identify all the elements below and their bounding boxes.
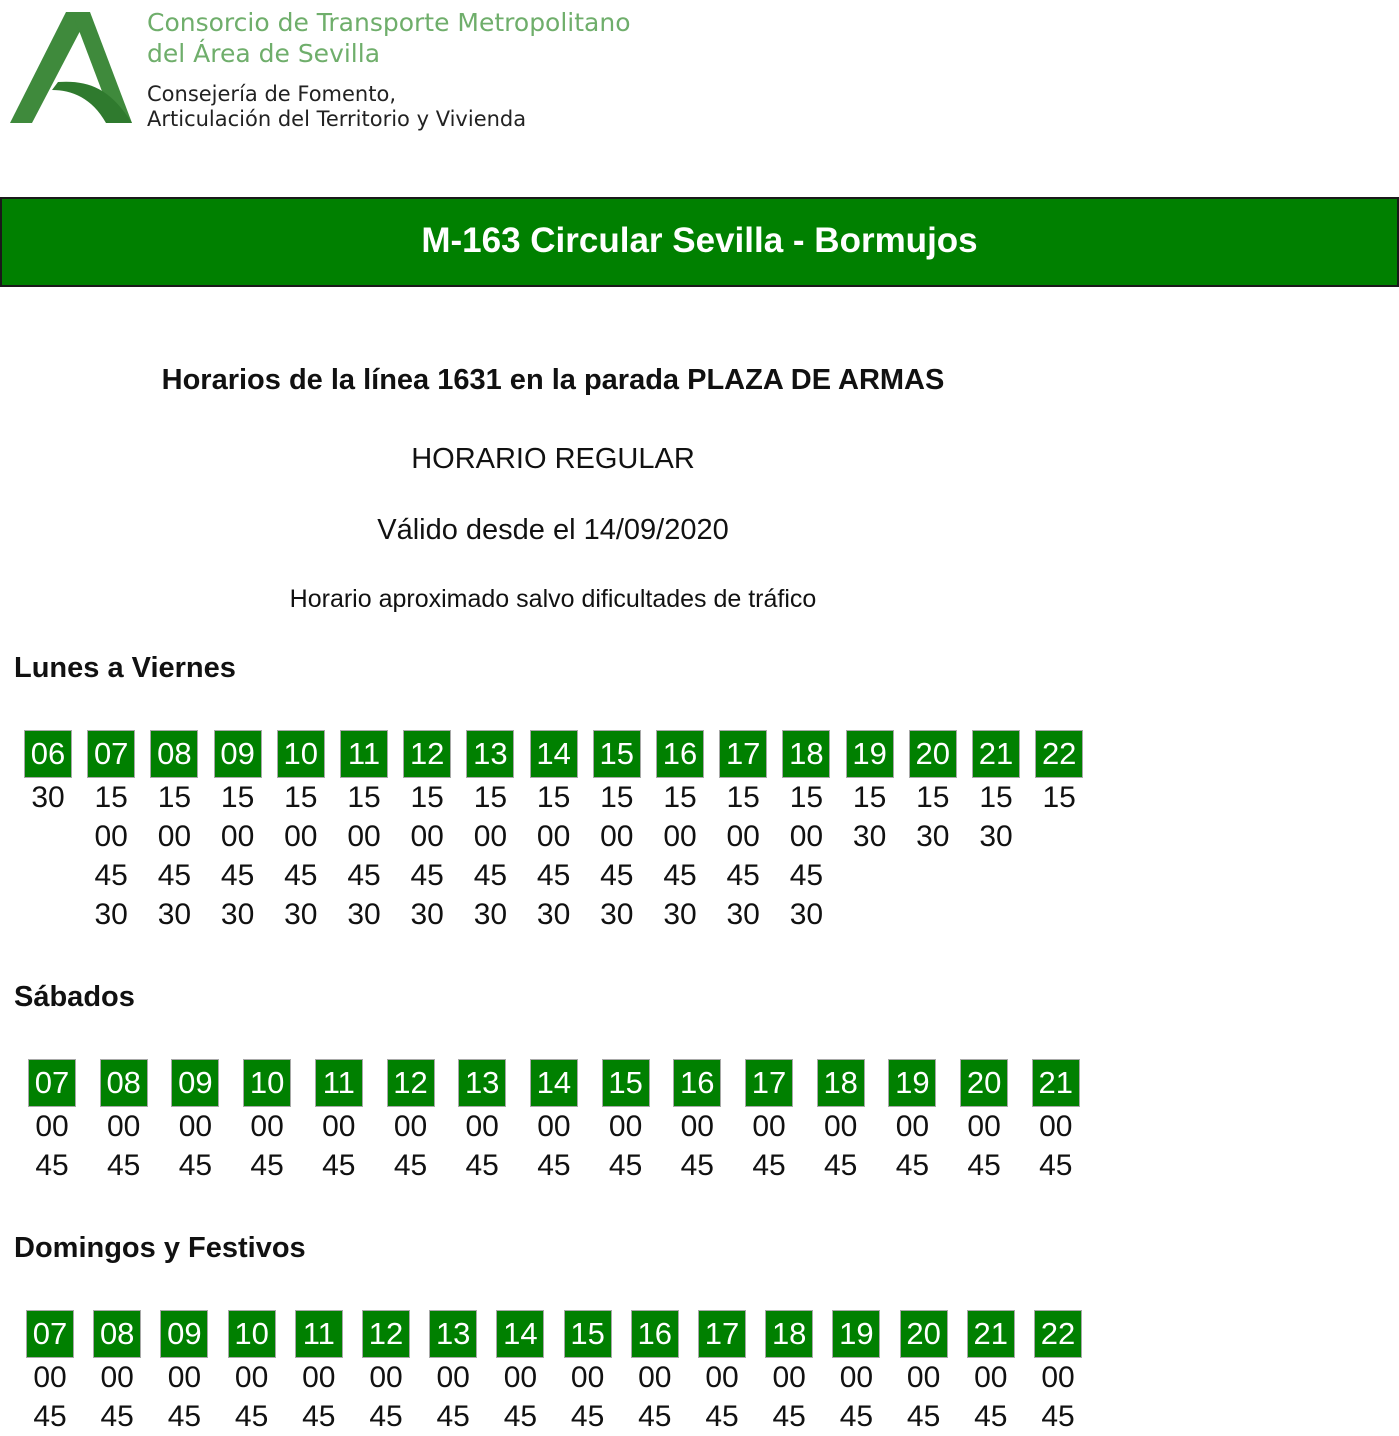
- minute-value: 00: [100, 1361, 134, 1394]
- minute-value: 00: [473, 820, 508, 853]
- hour-box: 18: [782, 730, 830, 778]
- minute-value: 00: [33, 1361, 67, 1394]
- minute-value: 00: [705, 1361, 739, 1394]
- minute-value: 00: [600, 820, 634, 853]
- minute-value: 00: [157, 820, 192, 853]
- valid-from: Válido desde el 14/09/2020: [377, 514, 729, 546]
- hour-column: [387, 1059, 435, 1185]
- hour-column: [340, 730, 388, 934]
- minute-value: 00: [302, 1361, 336, 1394]
- hour-column: [631, 1310, 679, 1436]
- hour-box: 21: [967, 1310, 1015, 1358]
- minute-value: 30: [410, 898, 444, 931]
- hour-column: [832, 1310, 880, 1436]
- hour-box: 13: [429, 1310, 477, 1358]
- minute-value: 45: [167, 1400, 202, 1433]
- hour-box: 08: [100, 1059, 148, 1107]
- minute-value: 30: [347, 898, 381, 931]
- minute-value: 30: [916, 820, 950, 853]
- minute-value: 00: [967, 1110, 1001, 1143]
- minute-value: 45: [967, 1149, 1001, 1182]
- minute-value: 15: [1042, 781, 1076, 814]
- minute-value: 00: [824, 1110, 858, 1143]
- hour-column: [656, 730, 704, 934]
- minute-value: 45: [157, 859, 192, 892]
- route-banner: [0, 197, 1399, 287]
- minute-value: 15: [410, 781, 444, 814]
- minute-value: 45: [178, 1149, 213, 1182]
- hour-column: [466, 730, 514, 934]
- hour-box: 07: [26, 1310, 74, 1358]
- hour-column: [228, 1310, 276, 1436]
- minute-value: 45: [465, 1149, 499, 1182]
- hour-box: 10: [277, 730, 325, 778]
- minute-value: 00: [250, 1110, 284, 1143]
- hour-column: [100, 1059, 148, 1185]
- minute-value: 00: [369, 1361, 403, 1394]
- hour-column: [429, 1310, 477, 1436]
- minute-value: 00: [789, 820, 824, 853]
- minute-value: 00: [94, 820, 128, 853]
- hour-box: 08: [93, 1310, 141, 1358]
- minute-value: 45: [752, 1149, 786, 1182]
- minute-value: 15: [536, 781, 571, 814]
- hour-box: 20: [909, 730, 957, 778]
- hour-column: [967, 1310, 1015, 1436]
- minute-value: 15: [600, 781, 634, 814]
- hour-box: 20: [960, 1059, 1008, 1107]
- hour-box: 08: [150, 730, 198, 778]
- minute-value: 45: [608, 1149, 643, 1182]
- hour-column: [1032, 1059, 1080, 1185]
- hour-column: [87, 730, 135, 934]
- minute-value: 00: [772, 1361, 806, 1394]
- minute-value: 30: [789, 898, 824, 931]
- hour-box: 17: [745, 1059, 793, 1107]
- minute-value: 45: [436, 1400, 470, 1433]
- minute-value: 45: [705, 1400, 739, 1433]
- junta-andalucia-a-logo-icon: [10, 10, 132, 128]
- hour-box: 18: [817, 1059, 865, 1107]
- hour-column: [782, 730, 830, 934]
- hour-box: 15: [564, 1310, 612, 1358]
- minute-value: 30: [94, 898, 128, 931]
- minute-value: 45: [1041, 1400, 1075, 1433]
- minute-value: 45: [680, 1149, 714, 1182]
- hour-box: 09: [171, 1059, 219, 1107]
- hour-box: 19: [888, 1059, 936, 1107]
- hour-box: 17: [698, 1310, 746, 1358]
- minute-value: 15: [94, 781, 128, 814]
- hour-column: [593, 730, 641, 934]
- hour-box: 21: [1032, 1059, 1080, 1107]
- minute-value: 30: [726, 898, 760, 931]
- hour-column: [888, 1059, 936, 1185]
- hour-column: [530, 1059, 578, 1185]
- minute-value: 15: [473, 781, 508, 814]
- minute-value: 00: [1041, 1361, 1075, 1394]
- minute-value: 45: [322, 1149, 356, 1182]
- hour-column: [846, 730, 894, 856]
- minute-value: 45: [726, 859, 760, 892]
- hour-box: 06: [24, 730, 72, 778]
- minute-value: 15: [852, 781, 887, 814]
- hour-box: 15: [602, 1059, 650, 1107]
- hour-column: [24, 730, 72, 817]
- hour-column: [403, 730, 451, 934]
- minute-value: 15: [284, 781, 318, 814]
- minute-value: 45: [284, 859, 318, 892]
- hour-column: [602, 1059, 650, 1185]
- minute-value: 15: [916, 781, 950, 814]
- minute-value: 00: [167, 1361, 202, 1394]
- minute-value: 15: [157, 781, 192, 814]
- minute-value: 45: [473, 859, 508, 892]
- minute-value: 30: [31, 781, 65, 814]
- hour-column: [362, 1310, 410, 1436]
- hour-column: [817, 1059, 865, 1185]
- minute-value: 00: [410, 820, 444, 853]
- hour-box: 20: [900, 1310, 948, 1358]
- hour-column: [26, 1310, 74, 1436]
- minute-value: 30: [979, 820, 1013, 853]
- hour-column: [496, 1310, 544, 1436]
- hour-box: 11: [295, 1310, 343, 1358]
- hour-box: 18: [765, 1310, 813, 1358]
- hour-column: [719, 730, 767, 934]
- hour-column: [277, 730, 325, 934]
- minute-value: 45: [33, 1400, 67, 1433]
- minute-value: 45: [536, 859, 571, 892]
- minute-value: 30: [852, 820, 887, 853]
- minute-value: 45: [100, 1400, 134, 1433]
- minute-value: 00: [906, 1361, 941, 1394]
- hour-box: 09: [214, 730, 262, 778]
- section-title: Domingos y Festivos: [14, 1232, 306, 1264]
- hour-column: [745, 1059, 793, 1185]
- hour-box: 22: [1035, 730, 1083, 778]
- minute-value: 45: [234, 1400, 269, 1433]
- minute-value: 00: [839, 1361, 874, 1394]
- minute-value: 00: [220, 820, 255, 853]
- dept-name-line2: Articulación del Territorio y Vivienda: [147, 107, 527, 131]
- minute-value: 45: [107, 1149, 141, 1182]
- hour-box: 07: [87, 730, 135, 778]
- minute-value: 45: [906, 1400, 941, 1433]
- minute-value: 30: [157, 898, 192, 931]
- hour-column: [295, 1310, 343, 1436]
- minute-value: 00: [608, 1110, 643, 1143]
- minute-value: 00: [436, 1361, 470, 1394]
- hour-column: [93, 1310, 141, 1436]
- hour-box: 12: [362, 1310, 410, 1358]
- hour-column: [960, 1059, 1008, 1185]
- minute-value: 00: [1039, 1110, 1073, 1143]
- minute-value: 45: [220, 859, 255, 892]
- minute-value: 45: [537, 1149, 571, 1182]
- minute-value: 15: [979, 781, 1013, 814]
- minute-value: 00: [680, 1110, 714, 1143]
- minute-value: 15: [347, 781, 381, 814]
- minute-value: 15: [220, 781, 255, 814]
- dept-name-line1: Consejería de Fomento,: [147, 82, 396, 106]
- hour-column: [673, 1059, 721, 1185]
- hour-column: [564, 1310, 612, 1436]
- minute-value: 15: [789, 781, 824, 814]
- hour-box: 12: [403, 730, 451, 778]
- hour-box: 13: [458, 1059, 506, 1107]
- hour-column: [28, 1059, 76, 1185]
- hour-box: 14: [530, 730, 578, 778]
- minute-value: 00: [107, 1110, 141, 1143]
- minute-value: 30: [536, 898, 571, 931]
- minute-value: 00: [895, 1110, 930, 1143]
- minute-value: 00: [570, 1361, 605, 1394]
- minute-value: 45: [570, 1400, 605, 1433]
- minute-value: 00: [752, 1110, 786, 1143]
- hour-box: 22: [1034, 1310, 1082, 1358]
- minute-value: 00: [638, 1361, 672, 1394]
- minute-value: 00: [537, 1110, 571, 1143]
- hour-box: 16: [656, 730, 704, 778]
- route-title: M-163 Circular Sevilla - Bormujos: [421, 221, 978, 260]
- hour-column: [214, 730, 262, 934]
- hour-column: [243, 1059, 291, 1185]
- minute-value: 00: [663, 820, 697, 853]
- minute-value: 00: [536, 820, 571, 853]
- traffic-note: Horario aproximado salvo dificultades de tráfico: [289, 585, 817, 613]
- hour-column: [909, 730, 957, 856]
- hour-column: [160, 1310, 208, 1436]
- org-name-line2: del Área de Sevilla: [147, 39, 381, 68]
- stop-subtitle: Horarios de la línea 1631 en la parada PLAZA DE ARMAS: [161, 364, 945, 396]
- minute-value: 45: [347, 859, 381, 892]
- minute-value: 30: [220, 898, 255, 931]
- minute-value: 00: [347, 820, 381, 853]
- minute-value: 00: [35, 1110, 69, 1143]
- minute-value: 45: [789, 859, 824, 892]
- minute-value: 45: [250, 1149, 284, 1182]
- minute-value: 00: [465, 1110, 499, 1143]
- minute-value: 45: [895, 1149, 930, 1182]
- hour-column: [171, 1059, 219, 1185]
- hour-box: 10: [243, 1059, 291, 1107]
- hour-box: 09: [160, 1310, 208, 1358]
- minute-value: 45: [600, 859, 634, 892]
- minute-value: 45: [302, 1400, 336, 1433]
- hour-column: [315, 1059, 363, 1185]
- minute-value: 45: [503, 1400, 538, 1433]
- hour-column: [900, 1310, 948, 1436]
- hour-box: 12: [387, 1059, 435, 1107]
- minute-value: 45: [638, 1400, 672, 1433]
- minute-value: 30: [663, 898, 697, 931]
- minute-value: 45: [1039, 1149, 1073, 1182]
- minute-value: 15: [726, 781, 760, 814]
- hour-box: 16: [631, 1310, 679, 1358]
- minute-value: 45: [824, 1149, 858, 1182]
- minute-value: 00: [726, 820, 760, 853]
- schedule-type: HORARIO REGULAR: [411, 443, 695, 475]
- hour-column: [458, 1059, 506, 1185]
- minute-value: 00: [234, 1361, 269, 1394]
- section-title: Lunes a Viernes: [14, 652, 236, 684]
- minute-value: 00: [393, 1110, 428, 1143]
- hour-box: 13: [466, 730, 514, 778]
- minute-value: 30: [284, 898, 318, 931]
- hour-box: 14: [530, 1059, 578, 1107]
- hour-column: [972, 730, 1020, 856]
- hour-column: [1034, 1310, 1082, 1436]
- hour-column: [530, 730, 578, 934]
- minute-value: 00: [322, 1110, 356, 1143]
- hour-box: 19: [832, 1310, 880, 1358]
- minute-value: 45: [974, 1400, 1008, 1433]
- org-name-line1: Consorcio de Transporte Metropolitano: [147, 8, 631, 37]
- minute-value: 45: [410, 859, 444, 892]
- hour-box: 19: [846, 730, 894, 778]
- minute-value: 45: [393, 1149, 428, 1182]
- hour-column: [1035, 730, 1083, 817]
- hour-column: [150, 730, 198, 934]
- minute-value: 00: [974, 1361, 1008, 1394]
- hour-box: 21: [972, 730, 1020, 778]
- minute-value: 00: [503, 1361, 538, 1394]
- hour-box: 16: [673, 1059, 721, 1107]
- minute-value: 00: [178, 1110, 213, 1143]
- hour-box: 11: [340, 730, 388, 778]
- minute-value: 45: [839, 1400, 874, 1433]
- hour-box: 17: [719, 730, 767, 778]
- minute-value: 45: [94, 859, 128, 892]
- minute-value: 45: [663, 859, 697, 892]
- section-title: Sábados: [14, 981, 135, 1013]
- minute-value: 45: [772, 1400, 806, 1433]
- minute-value: 15: [663, 781, 697, 814]
- hour-column: [765, 1310, 813, 1436]
- minute-value: 45: [369, 1400, 403, 1433]
- minute-value: 00: [284, 820, 318, 853]
- hour-box: 14: [496, 1310, 544, 1358]
- hour-column: [698, 1310, 746, 1436]
- hour-box: 15: [593, 730, 641, 778]
- hour-box: 10: [228, 1310, 276, 1358]
- minute-value: 30: [473, 898, 508, 931]
- minute-value: 45: [35, 1149, 69, 1182]
- hour-box: 07: [28, 1059, 76, 1107]
- hour-box: 11: [315, 1059, 363, 1107]
- minute-value: 30: [600, 898, 634, 931]
